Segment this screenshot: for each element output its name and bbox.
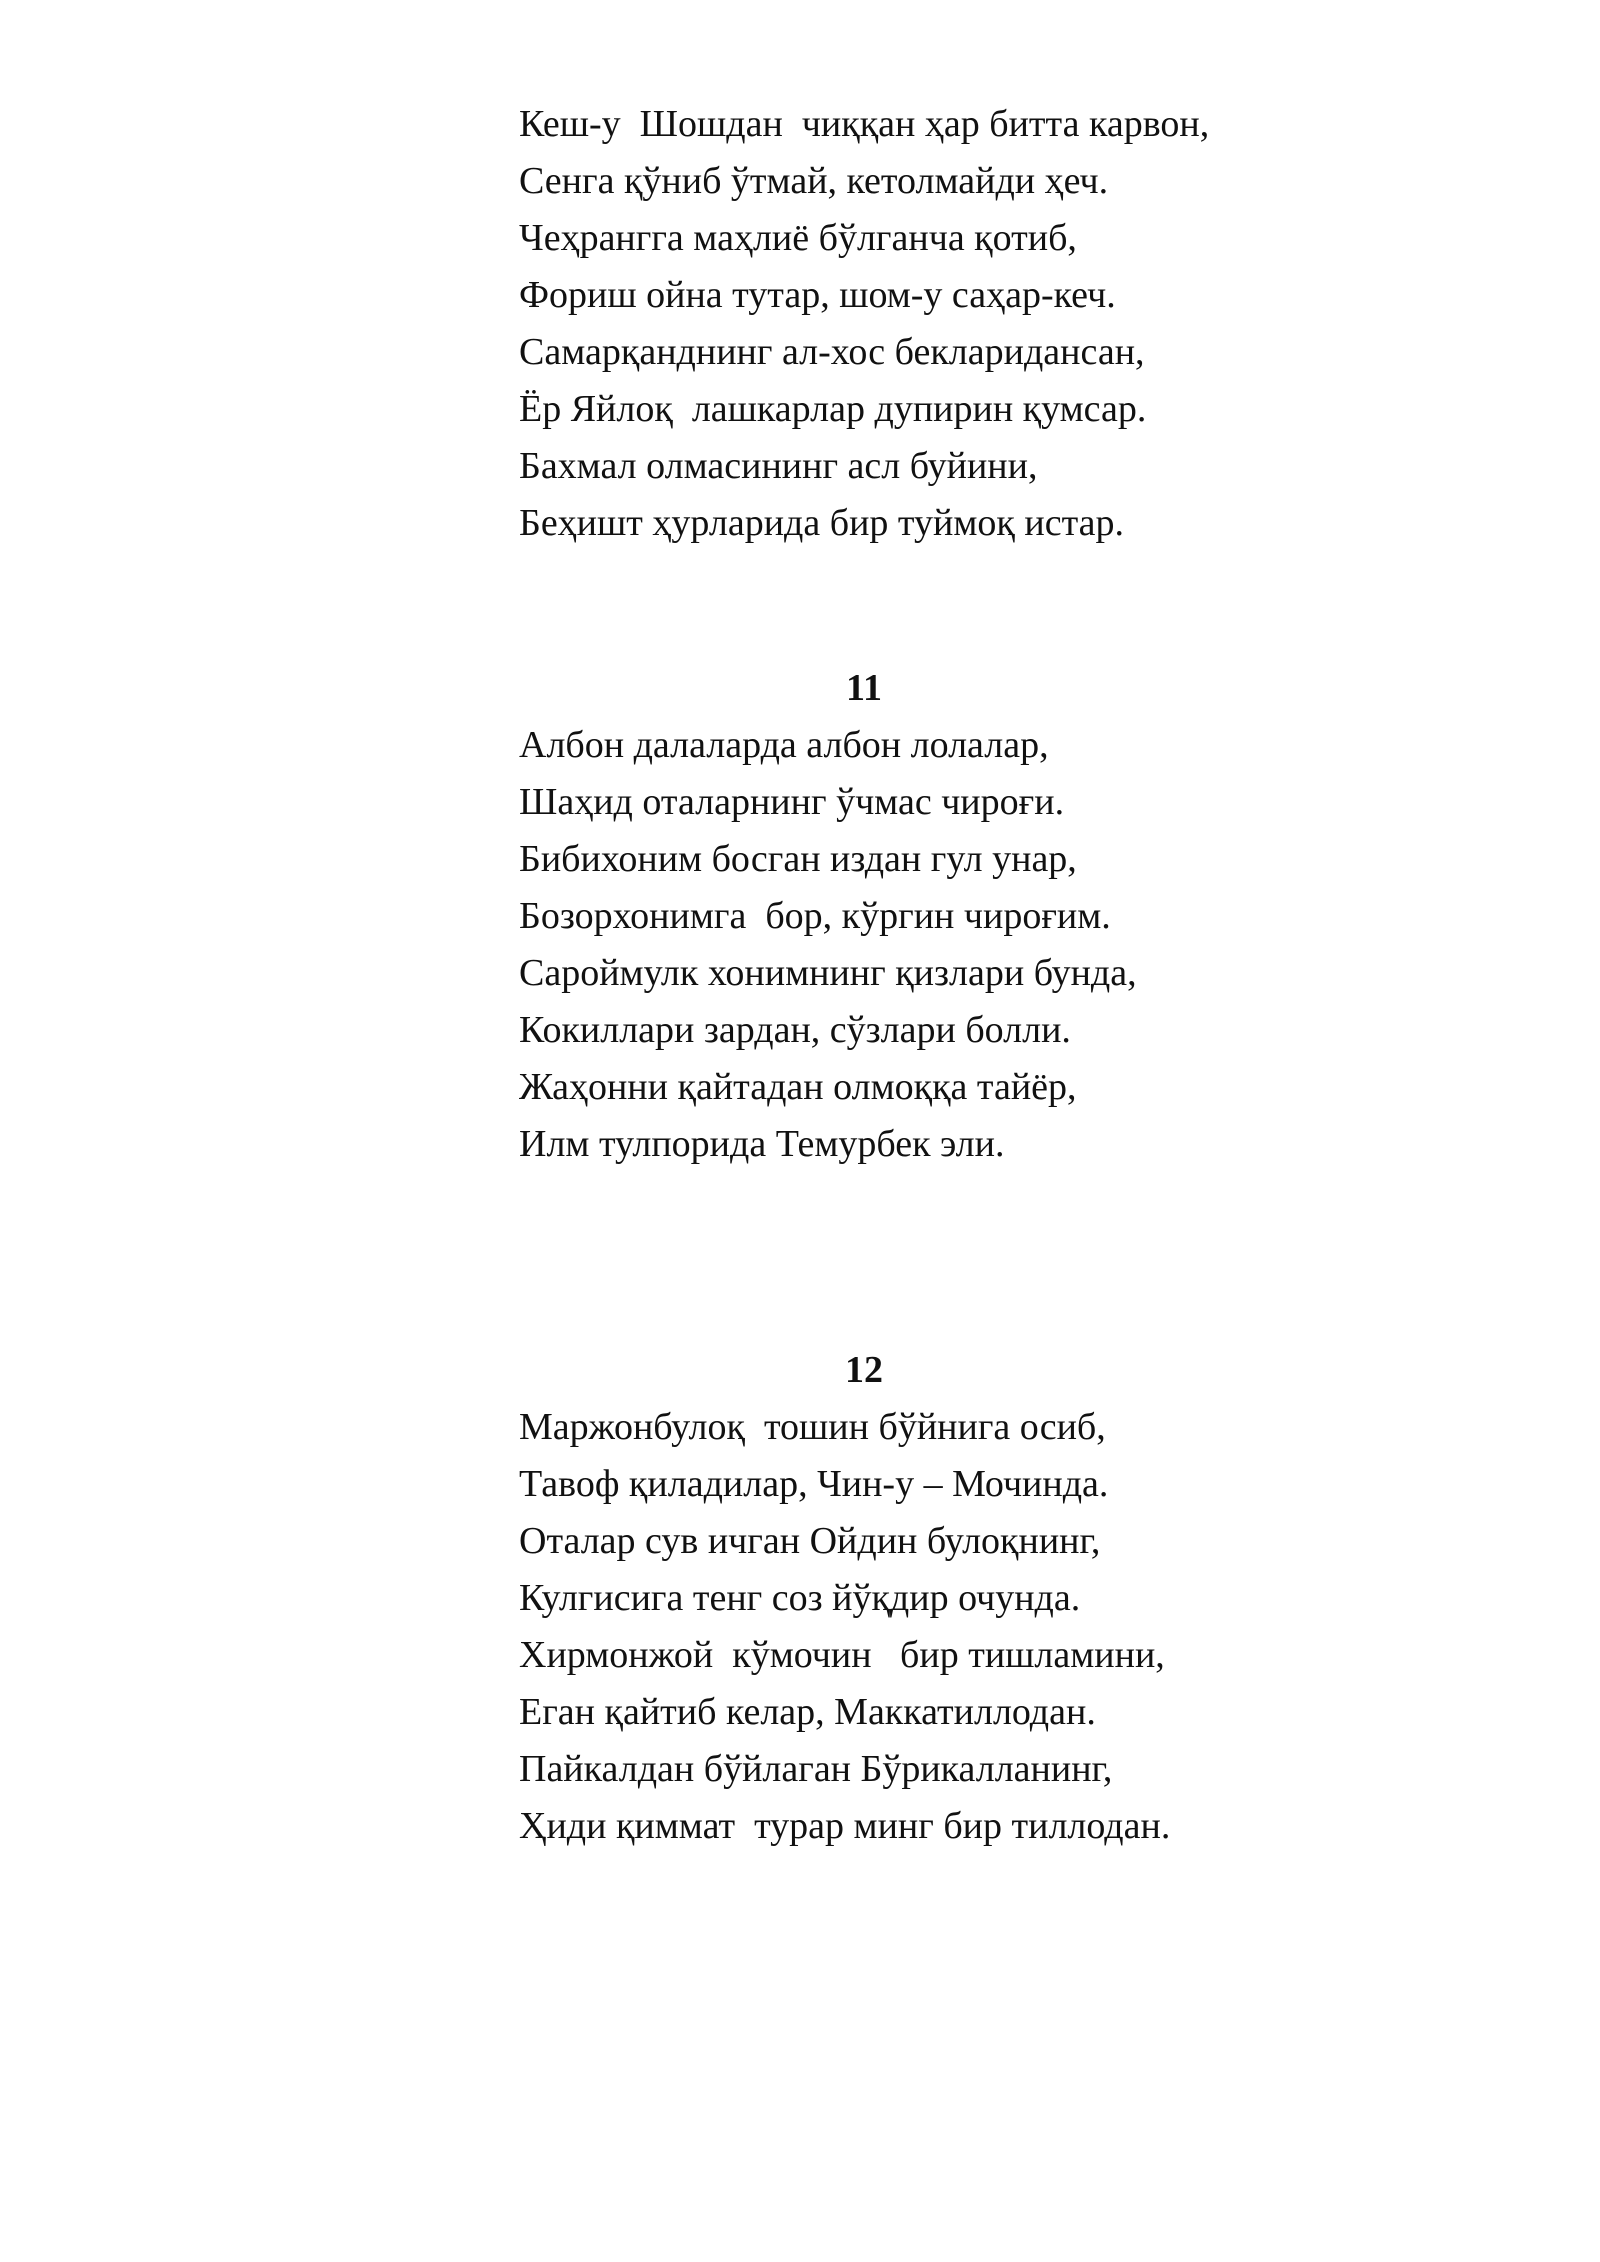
poem-line: Маржонбулоқ тошин бўйнига осиб, xyxy=(519,1406,1106,1448)
poem-line: Кеш-у Шошдан чиққан ҳар битта карвон, xyxy=(519,103,1210,145)
stanza-12 xyxy=(519,1342,1419,1855)
poem-line: Беҳишт ҳурларида бир туймоқ истар. xyxy=(519,502,1125,544)
stanza-number: 11 xyxy=(846,667,882,709)
poem-line: Ҳиди қиммат турар минг бир тиллодан. xyxy=(519,1805,1171,1847)
poem-line: Бибихоним босган издан гул унар, xyxy=(519,838,1077,880)
poem-line: Самарқанднинг ал-хос бекларидансан, xyxy=(519,331,1145,373)
poem-line: Кулгисига тенг соз йўқдир очунда. xyxy=(519,1577,1081,1619)
poem-line: Тавоф қиладилар, Чин-у – Мочинда. xyxy=(519,1463,1109,1505)
poem-line: Сароймулк хонимнинг қизлари бунда, xyxy=(519,952,1137,994)
poem-line: Жаҳонни қайтадан олмоққа тайёр, xyxy=(519,1066,1077,1108)
poem-line: Фориш ойна тутар, шом-у саҳар-кеч. xyxy=(519,274,1116,316)
poem-line: Еган қайтиб келар, Маккатиллодан. xyxy=(519,1691,1096,1733)
poem-line: Ёр Яйлоқ лашкарлар дупирин қумсар. xyxy=(519,388,1147,430)
stanza-number: 12 xyxy=(845,1349,883,1391)
poem-line: Оталар сув ичган Ойдин булоқнинг, xyxy=(519,1520,1101,1562)
poem-line: Хирмонжой кўмочин бир тишламини, xyxy=(519,1634,1165,1676)
poem-line: Илм тулпорида Темурбек эли. xyxy=(519,1123,1005,1165)
poem-line: Чеҳрангга маҳлиё бўлганча қотиб, xyxy=(519,217,1077,259)
stanza-10-continuation xyxy=(519,96,1419,552)
poem-line: Албон далаларда албон лолалар, xyxy=(519,724,1049,766)
poem-line: Кокиллари зардан, сўзлари болли. xyxy=(519,1009,1071,1051)
poem-line: Шаҳид оталарнинг ўчмас чироғи. xyxy=(519,781,1065,823)
poem-line: Пайкалдан бўйлаган Бўрикалланинг, xyxy=(519,1748,1113,1790)
stanza-11 xyxy=(519,660,1419,1173)
poem-line: Бахмал олмасининг асл буйини, xyxy=(519,445,1038,487)
poem-line: Бозорхонимга бор, кўргин чироғим. xyxy=(519,895,1111,937)
poem-line: Сенга қўниб ўтмай, кетолмайди ҳеч. xyxy=(519,160,1109,202)
